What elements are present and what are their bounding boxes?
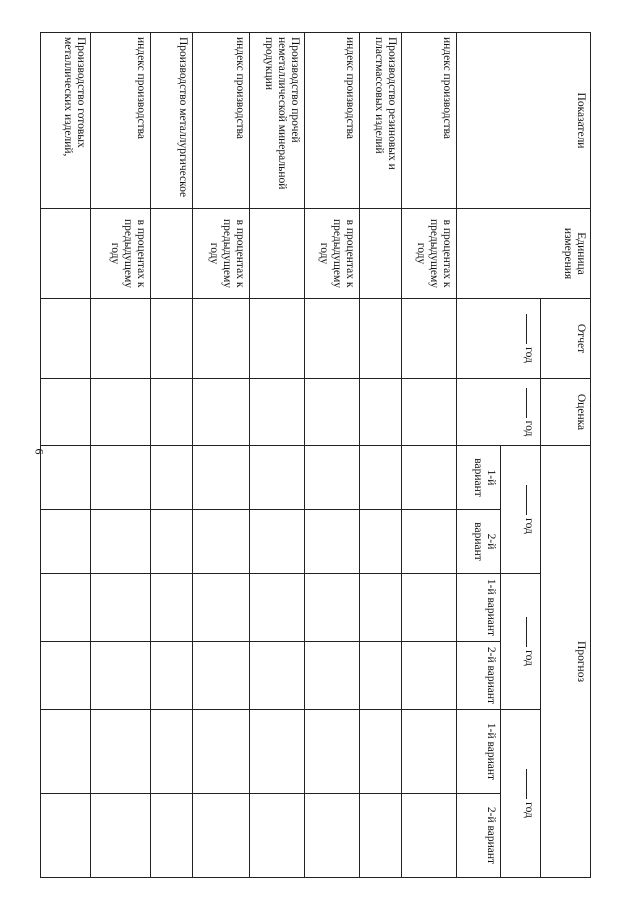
header-forecast: Прогноз: [541, 446, 591, 878]
value-cell[interactable]: [360, 642, 402, 710]
value-cell[interactable]: [151, 794, 193, 878]
value-cell[interactable]: [151, 446, 193, 510]
value-cell[interactable]: [360, 299, 402, 379]
header-estimate: Оценка: [541, 379, 591, 446]
value-cell[interactable]: [193, 574, 250, 642]
value-cell[interactable]: [305, 379, 360, 446]
year-blank: [526, 485, 537, 515]
value-cell[interactable]: [402, 710, 457, 794]
value-cell[interactable]: [91, 510, 151, 574]
value-cell[interactable]: [193, 446, 250, 510]
year-label: год: [523, 802, 535, 818]
variant-1-label: 1-й вариант: [457, 446, 501, 510]
indicator-cell: Производство резиновых и пластмассовых изделий: [360, 33, 402, 209]
value-cell[interactable]: [305, 710, 360, 794]
value-cell[interactable]: [360, 574, 402, 642]
value-cell[interactable]: [402, 574, 457, 642]
forecast-year-2: [501, 574, 541, 710]
table-row: [151, 33, 193, 878]
value-cell[interactable]: [250, 574, 305, 642]
value-cell[interactable]: [360, 710, 402, 794]
table-row: [41, 33, 91, 878]
indicator-cell: индекс производства: [305, 33, 360, 209]
value-cell[interactable]: [193, 642, 250, 710]
table-row: [193, 33, 250, 878]
variant-1-label: 1-й вариант: [457, 710, 501, 794]
value-cell[interactable]: [151, 299, 193, 379]
table-row: [360, 33, 402, 878]
header-unit: Единица измерения: [457, 209, 591, 299]
value-cell[interactable]: [151, 510, 193, 574]
value-cell[interactable]: [41, 574, 91, 642]
value-cell[interactable]: [250, 299, 305, 379]
unit-cell: в процентах к предыдущему году: [305, 209, 360, 299]
value-cell[interactable]: [402, 510, 457, 574]
value-cell[interactable]: [193, 510, 250, 574]
value-cell[interactable]: [402, 379, 457, 446]
unit-cell: в процентах к предыдущему году: [91, 209, 151, 299]
value-cell[interactable]: [360, 446, 402, 510]
value-cell[interactable]: [41, 446, 91, 510]
header-report: Отчет: [541, 299, 591, 379]
variant-2-label: 2-й вариант: [457, 794, 501, 878]
value-cell[interactable]: [41, 299, 91, 379]
page-number: 6: [32, 448, 47, 455]
value-cell[interactable]: [151, 574, 193, 642]
unit-cell: [151, 209, 193, 299]
value-cell[interactable]: [250, 379, 305, 446]
value-cell[interactable]: [250, 710, 305, 794]
value-cell[interactable]: [360, 379, 402, 446]
indicator-cell: Производство прочей неметаллической минеральной продукции: [250, 33, 305, 209]
unit-cell: [360, 209, 402, 299]
value-cell[interactable]: [193, 379, 250, 446]
year-blank: [526, 314, 537, 344]
table-container: [61, 32, 591, 877]
table-row: [402, 33, 457, 878]
value-cell[interactable]: [193, 794, 250, 878]
forecast-year-3: [501, 710, 541, 878]
value-cell[interactable]: [151, 379, 193, 446]
year-blank: [526, 769, 537, 799]
value-cell[interactable]: [151, 642, 193, 710]
year-blank: [526, 617, 537, 647]
value-cell[interactable]: [402, 446, 457, 510]
value-cell[interactable]: [41, 710, 91, 794]
value-cell[interactable]: [193, 299, 250, 379]
value-cell[interactable]: [402, 642, 457, 710]
value-cell[interactable]: [360, 510, 402, 574]
value-cell[interactable]: [41, 794, 91, 878]
indicator-cell: Производство готовых металлических изделий,: [41, 33, 91, 209]
value-cell[interactable]: [91, 642, 151, 710]
value-cell[interactable]: [41, 642, 91, 710]
value-cell[interactable]: [91, 446, 151, 510]
estimate-year: [457, 379, 541, 446]
indicator-cell: индекс производства: [193, 33, 250, 209]
value-cell[interactable]: [250, 446, 305, 510]
value-cell[interactable]: [91, 794, 151, 878]
value-cell[interactable]: [250, 794, 305, 878]
unit-cell: в процентах к предыдущему году: [193, 209, 250, 299]
value-cell[interactable]: [305, 794, 360, 878]
table-row: [250, 33, 305, 878]
value-cell[interactable]: [91, 574, 151, 642]
indicator-cell: индекс производства: [91, 33, 151, 209]
year-label: год: [523, 420, 535, 437]
value-cell[interactable]: [250, 642, 305, 710]
variant-1-label: 1-й вариант: [457, 574, 501, 642]
year-label: год: [523, 347, 535, 363]
value-cell[interactable]: [151, 710, 193, 794]
year-blank: [526, 388, 537, 418]
value-cell[interactable]: [41, 510, 91, 574]
value-cell[interactable]: [41, 379, 91, 446]
header-indicators: Показатели: [457, 33, 591, 209]
indicator-cell: индекс производства: [402, 33, 457, 209]
forecast-year-1: [501, 446, 541, 574]
value-cell[interactable]: [360, 794, 402, 878]
table-row: [91, 33, 151, 878]
unit-cell: [41, 209, 91, 299]
variant-2-label: 2-й вариант: [457, 510, 501, 574]
report-year: [457, 299, 541, 379]
value-cell[interactable]: [402, 299, 457, 379]
indicator-cell: Производство металлургическое: [151, 33, 193, 209]
year-label: год: [523, 518, 535, 534]
table-row: [305, 33, 360, 878]
value-cell[interactable]: [193, 710, 250, 794]
value-cell[interactable]: [91, 710, 151, 794]
unit-cell: [250, 209, 305, 299]
variant-2-label: 2-й вариант: [457, 642, 501, 710]
value-cell[interactable]: [91, 379, 151, 446]
value-cell[interactable]: [305, 446, 360, 510]
value-cell[interactable]: [250, 510, 305, 574]
value-cell[interactable]: [305, 299, 360, 379]
value-cell[interactable]: [91, 299, 151, 379]
value-cell[interactable]: [402, 794, 457, 878]
value-cell[interactable]: [305, 642, 360, 710]
value-cell[interactable]: [305, 510, 360, 574]
forecast-table: [40, 32, 591, 878]
unit-cell: в процентах к предыдущему году: [402, 209, 457, 299]
year-label: год: [523, 650, 535, 666]
value-cell[interactable]: [305, 574, 360, 642]
